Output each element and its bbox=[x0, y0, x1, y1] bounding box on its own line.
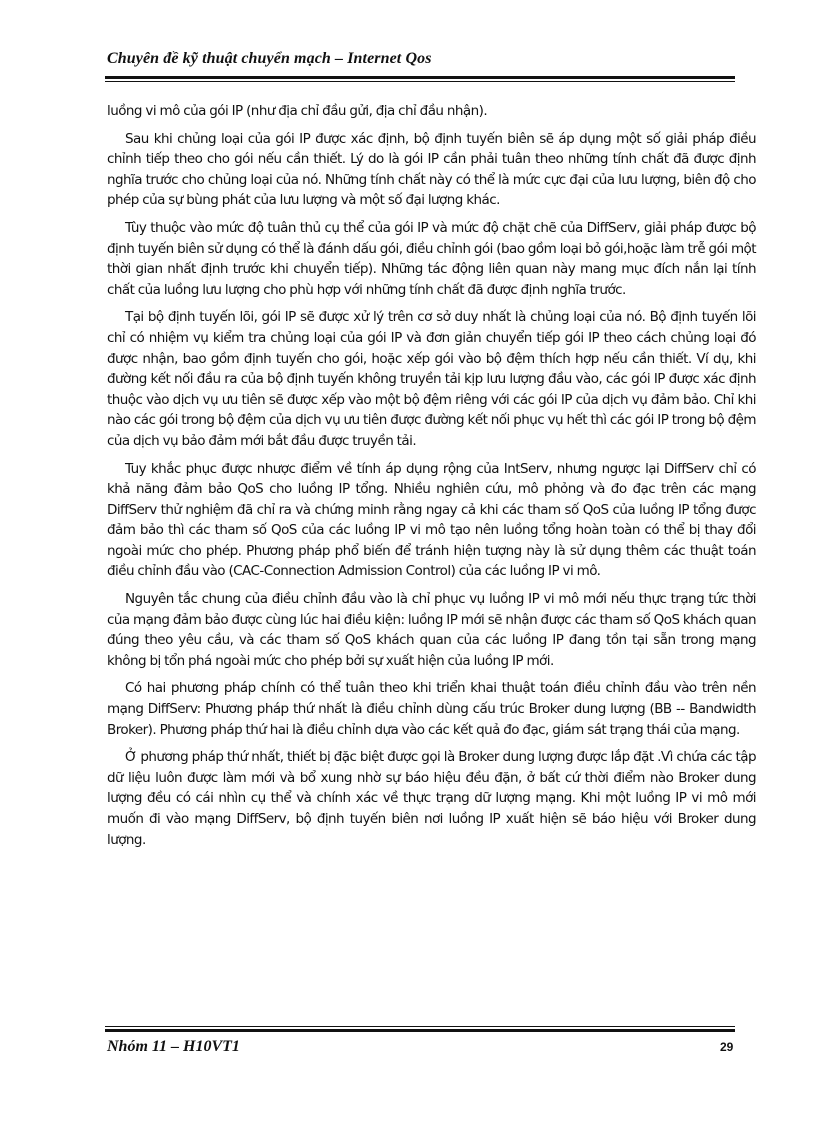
footer-group-label: Nhóm 11 – H10VT1 bbox=[107, 1038, 240, 1055]
paragraph: Có hai phương pháp chính có thể tuân theo khi triển khai thuật toán điều chỉnh đầu vào trên nền mạng DiffServ: Phương pháp thứ nhất là điều chỉnh dùng cấu trúc Broker dung lượng (BB -- Bandwidth Broker). Phương pháp thứ hai là điều chỉnh dựa vào các kết quả đo đạc, giám sát trạng thái của mạng. bbox=[107, 680, 756, 738]
header-rule-thick bbox=[105, 76, 735, 79]
paragraph-continuation: luồng vi mô của gói IP (như địa chỉ đầu gửi, địa chỉ đầu nhận). bbox=[107, 103, 488, 119]
header-rule-thin bbox=[105, 81, 735, 82]
paragraph: Tuy khắc phục được nhược điểm về tính áp dụng rộng của IntServ, nhưng ngược lại DiffServ chỉ có khả năng đảm bảo QoS cho luồng IP tổng. Nhiều nghiên cứu, mô phỏng và đo đạc trên các mạng DiffServ thử nghiệm đã chỉ ra và chứng minh rằng ngay cả khi các tham số QoS của luồng IP tổng được đảm bảo thì các tham số QoS của các luồng IP vi mô tạo nên luồng tổng hoàn toàn có thể bị thay đổi ngoài mức cho phép. Phương pháp phổ biến để tránh hiện tượng này là sử dụng thêm các thuật toán điều chỉnh đầu vào (CAC-Connection Admission Control) của các luồng IP vi mô. bbox=[107, 460, 756, 580]
paragraph: Tùy thuộc vào mức độ tuân thủ cụ thể của gói IP và mức độ chặt chẽ của DiffServ, giải pháp được bộ định tuyến biên sử dụng có thể là đánh dấu gói, điều chỉnh gói (bao gồm loại bỏ gói,hoặc làm trễ gói một thời gian nhất định trước khi chuyển tiếp). Những tác động liên quan này mang mục đích nắn lại tính chất của luồng lưu lượng cho phù hợp với những tính chất đã được định nghĩa trước. bbox=[107, 219, 756, 298]
page-number: 29 bbox=[720, 1040, 734, 1054]
paragraph: Nguyên tắc chung của điều chỉnh đầu vào là chỉ phục vụ luồng IP vi mô mới nếu thực trạng tức thời của mạng đảm bảo được cùng lúc hai điều kiện: luồng IP mới sẽ nhận được các tham số QoS khách quan đúng theo yêu cầu, và các tham số QoS khách quan của các luồng IP đang tồn tại sẵn trong mạng không bị tổn phá ngoài mức cho phép bởi sự xuất hiện của luồng IP mới. bbox=[107, 591, 756, 669]
paragraph: Sau khi chủng loại của gói IP được xác định, bộ định tuyến biên sẽ áp dụng một số giải pháp điều chỉnh tiếp theo cho gói nếu cần thiết. Lý do là gói IP cần phải tuân theo những tính chất đã được định nghĩa trước cho chủng loại của nó. Những tính chất này có thể là mức cực đại của lưu lượng, biên độ cho phép của sự bùng phát của lưu lượng và một số đại lượng khác. bbox=[107, 130, 756, 209]
footer-rule-thin bbox=[105, 1026, 735, 1027]
footer-rule-thick bbox=[105, 1029, 735, 1032]
paragraph: Tại bộ định tuyến lõi, gói IP sẽ được xử lý trên cơ sở duy nhất là chủng loại của nó. Bộ định tuyến lõi chỉ có nhiệm vụ kiểm tra chủng loại của gói IP và đơn giản chuyển tiếp gói IP theo cách chủng loại đó được nhận, bao gồm định tuyến cho gói, hoặc xếp gói vào bộ đệm thích hợp nếu cần thiết. Ví dụ, khi đường kết nối đầu ra của bộ định tuyến không truyền tải kịp lưu lượng đầu vào, các gói IP được xác định thuộc vào dịch vụ ưu tiên sẽ được xếp vào một bộ đệm riêng với các gói IP của dịch vụ đảm bảo. Chỉ khi nào các gói trong bộ đệm của dịch vụ ưu tiên được đường kết nối phục vụ hết thì các gói IP trong bộ đệm của dịch vụ bảo đảm mới bắt đầu được truyền tải. bbox=[107, 309, 756, 449]
paragraph: Ở phương pháp thứ nhất, thiết bị đặc biệt được gọi là Broker dung lượng được lắp đặt .Vì chứa các tập dữ liệu luôn được làm mới và bổ xung nhờ sự báo hiệu đều đặn, ở bất cứ thời điểm nào Broker dung lượng đều có cái nhìn cụ thể và chính xác về thực trạng dữ lượng mạng. Khi một luồng IP vi mô mới muốn đi vào mạng DiffServ, bộ định tuyến biên nơi luồng IP xuất hiện sẽ báo hiệu với Broker dung lượng. bbox=[107, 749, 756, 848]
running-header-title: Chuyên đề kỹ thuật chuyển mạch – Internet Qos bbox=[107, 50, 432, 67]
page-body bbox=[107, 101, 756, 857]
